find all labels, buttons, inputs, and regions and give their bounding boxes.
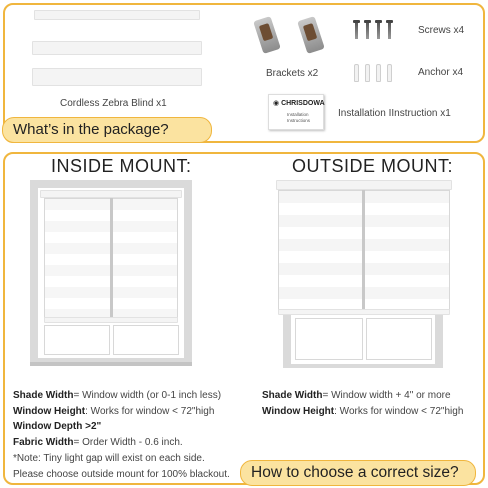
screw-icon	[388, 22, 391, 39]
blind-bottom-rail	[32, 68, 202, 86]
screws-label: Screws x4	[418, 25, 465, 36]
window-pane	[113, 325, 179, 355]
inside-spec-shade-width: Shade Width= Window width (or 0-1 inch less)	[13, 390, 222, 401]
blind-headrail	[40, 190, 182, 198]
manual-line: Instructions	[287, 118, 311, 123]
anchor-icon	[365, 64, 370, 82]
screw-icon	[355, 22, 358, 39]
inside-note: *Note: Tiny light gap will exist on each side.	[13, 453, 205, 464]
window-sill	[30, 362, 192, 366]
window-mullion	[110, 198, 113, 320]
outside-mount-heading: OUTSIDE MOUNT:	[292, 156, 454, 176]
blind-label: Cordless Zebra Blind x1	[60, 98, 167, 109]
manual-brand: ◉ CHRISDOWA	[273, 100, 325, 107]
anchor-icon	[387, 64, 392, 82]
inside-spec-window-height: Window Height: Works for window < 72"high	[13, 406, 215, 417]
window-mullion	[362, 190, 365, 312]
blind-slat	[32, 41, 202, 55]
package-tag: What’s in the package?	[2, 117, 212, 143]
screw-icon	[377, 22, 380, 39]
manual-label: Installation IInstruction x1	[338, 108, 451, 119]
brackets-label: Brackets x2	[266, 68, 319, 79]
anchor-icon	[376, 64, 381, 82]
outside-spec-window-height: Window Height: Works for window < 72"high	[262, 406, 464, 417]
blind-headrail	[276, 180, 452, 190]
blind-headrail	[34, 10, 200, 20]
anchors-label: Anchor x4	[418, 67, 464, 78]
outside-spec-shade-width: Shade Width= Window width + 4" or more	[262, 390, 451, 401]
inside-mount-heading: INSIDE MOUNT:	[51, 156, 192, 176]
screw-icon	[366, 22, 369, 39]
blind-bottom-rail	[44, 317, 178, 323]
blind-bottom-rail	[278, 309, 450, 315]
window-pane	[366, 318, 432, 360]
window-pane	[44, 325, 110, 355]
inside-spec-fabric-width: Fabric Width= Order Width - 0.6 inch.	[13, 437, 183, 448]
inside-note: Please choose outside mount for 100% blackout.	[13, 469, 230, 480]
manual-line: Installation	[287, 112, 309, 117]
inside-spec-window-depth: Window Depth >2"	[13, 421, 102, 432]
instruction-manual-image	[268, 94, 324, 130]
window-pane	[295, 318, 363, 360]
anchor-icon	[354, 64, 359, 82]
size-guide-tag: How to choose a correct size?	[240, 460, 476, 486]
